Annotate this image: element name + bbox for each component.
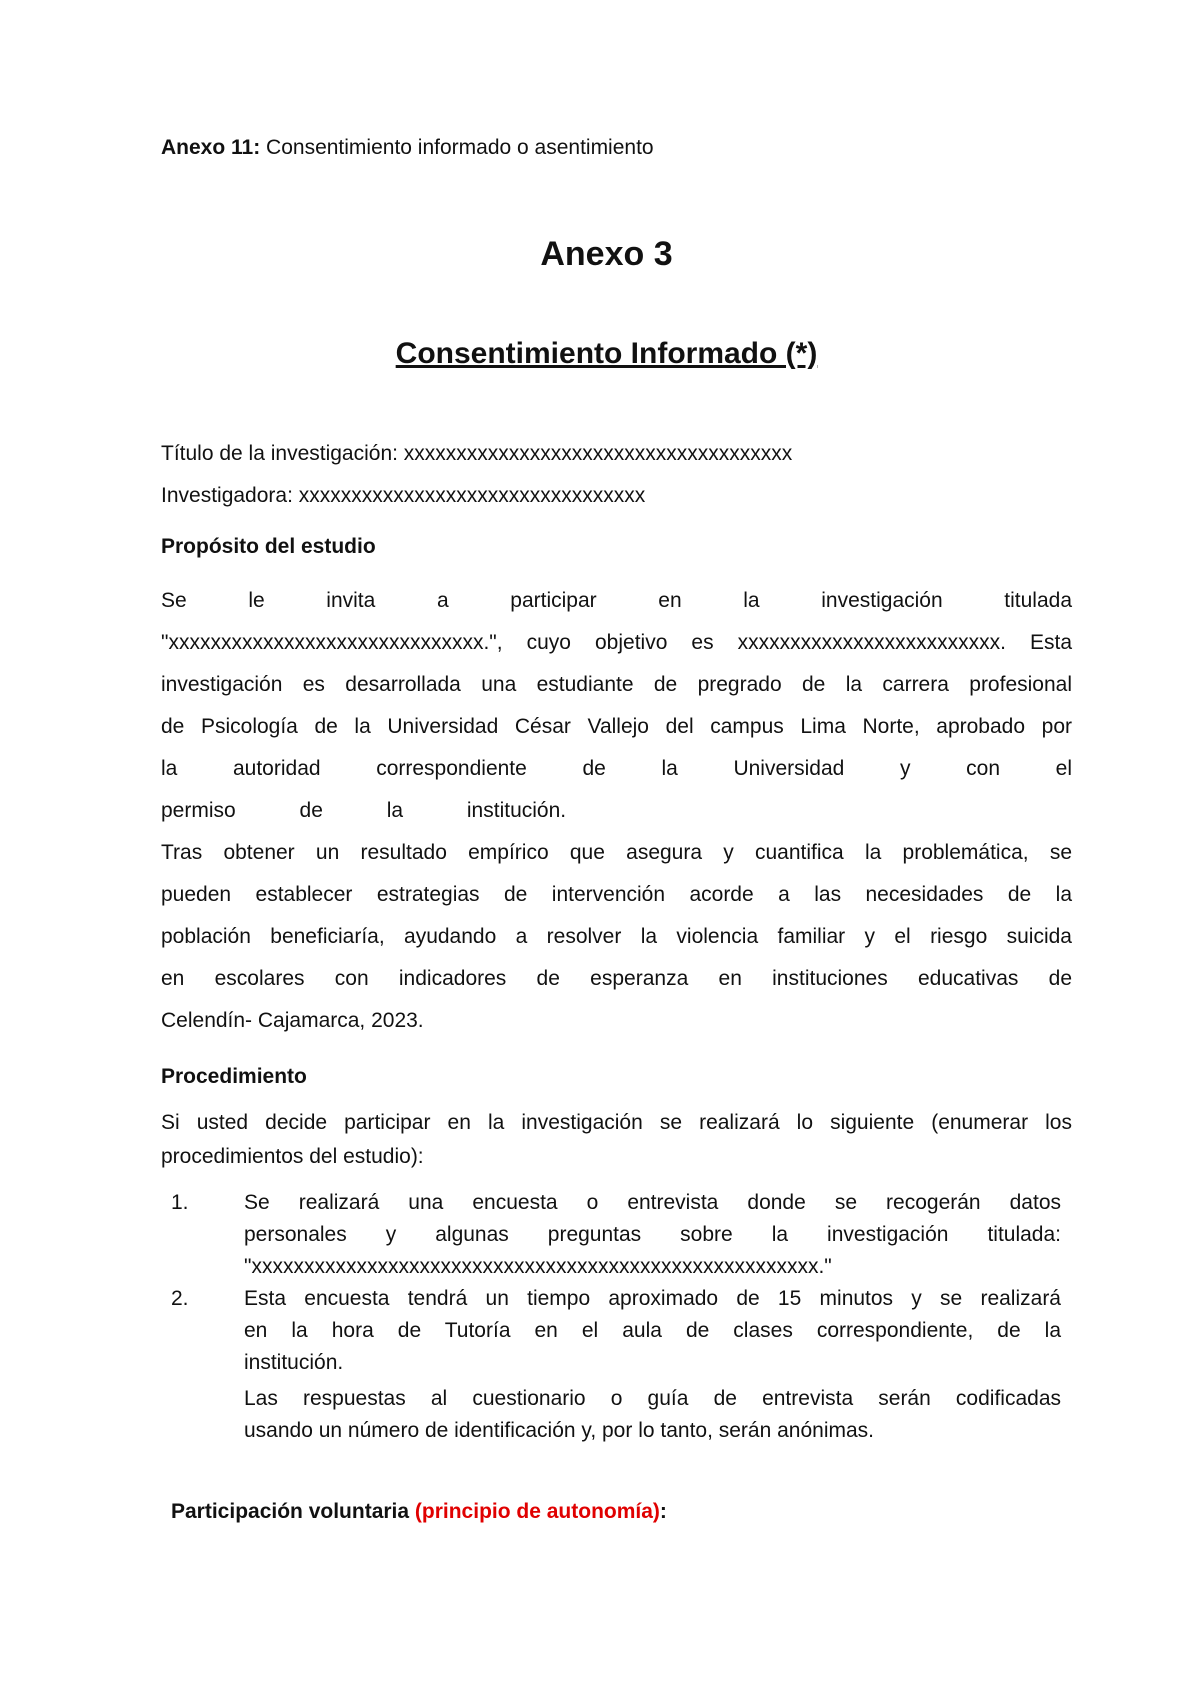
list-item-note (244, 1383, 1061, 1447)
study-meta (161, 433, 792, 517)
researcher-line: Investigadora: xxxxxxxxxxxxxxxxxxxxxxxxxxxxxxxxx (161, 484, 646, 507)
procedure-intro-line: Si usted decide participar en la investigación se realizará lo siguiente (enumerar los (161, 1111, 1072, 1134)
purpose-line: población beneficiaría, ayudando a resolver la violencia familiar y el riesgo suicida (161, 925, 1072, 948)
list-item-line: Las respuestas al cuestionario o guía de entrevista serán codificadas (244, 1387, 1061, 1410)
participation-heading-colon: : (659, 1500, 667, 1523)
research-title-line: Título de la investigación: xxxxxxxxxxxxxxxxxxxxxxxxxxxxxxxxxxxxx (161, 442, 793, 465)
purpose-line: la autoridad correspondiente de la Universidad y con el (161, 757, 1072, 780)
purpose-line: permiso de la institución. (161, 799, 567, 822)
procedure-list (161, 1187, 1061, 1447)
list-item-line: Esta encuesta tendrá un tiempo aproximado de 15 minutos y se realizará (244, 1287, 1061, 1310)
list-number: 2. (171, 1287, 189, 1310)
participation-heading-text: Participación voluntaria (171, 1500, 415, 1523)
document-title: Anexo 3 (540, 235, 673, 273)
purpose-line: en escolares con indicadores de esperanza en instituciones educativas de (161, 967, 1072, 990)
purpose-paragraph (161, 580, 1072, 1042)
list-item-line: en la hora de Tutoría en el aula de clases correspondiente, de la (244, 1319, 1061, 1342)
document-subtitle: Consentimiento Informado (*) (395, 337, 818, 370)
list-item (161, 1283, 1061, 1447)
purpose-line: Se le invita a participar en la investigación titulada (161, 589, 1072, 612)
participation-heading-principle: (principio de autonomía) (414, 1500, 660, 1523)
procedure-intro-line: procedimientos del estudio): (161, 1145, 424, 1168)
list-item-line: personales y algunas preguntas sobre la investigación titulada: (244, 1223, 1061, 1246)
purpose-line: Tras obtener un resultado empírico que asegura y cuantifica la problemática, se (161, 841, 1072, 864)
participation-heading (171, 1497, 667, 1527)
purpose-heading: Propósito del estudio (161, 535, 376, 558)
purpose-line: pueden establecer estrategias de intervención acorde a las necesidades de la (161, 883, 1072, 906)
list-item-line: "xxxxxxxxxxxxxxxxxxxxxxxxxxxxxxxxxxxxxxxxxxxxxxxxxxxxxx." (244, 1255, 832, 1278)
purpose-line: Celendín- Cajamarca, 2023. (161, 1009, 424, 1032)
annex-line (161, 133, 654, 163)
annex-text: Consentimiento informado o asentimiento (260, 136, 654, 159)
list-item-line: usando un número de identificación y, por lo tanto, serán anónimas. (244, 1419, 874, 1442)
purpose-line: de Psicología de la Universidad César Vallejo del campus Lima Norte, aprobado por (161, 715, 1072, 738)
list-item (161, 1187, 1061, 1283)
purpose-line: "xxxxxxxxxxxxxxxxxxxxxxxxxxxxxx.", cuyo objetivo es xxxxxxxxxxxxxxxxxxxxxxxxx. Esta (161, 631, 1072, 654)
list-item-line: Se realizará una encuesta o entrevista donde se recogerán datos (244, 1191, 1061, 1214)
list-number: 1. (171, 1191, 189, 1214)
list-item-line: institución. (244, 1351, 344, 1374)
purpose-line: investigación es desarrollada una estudiante de pregrado de la carrera profesional (161, 673, 1072, 696)
procedure-heading: Procedimiento (161, 1065, 307, 1088)
procedure-intro (161, 1106, 1072, 1174)
annex-label: Anexo 11: (161, 136, 261, 159)
